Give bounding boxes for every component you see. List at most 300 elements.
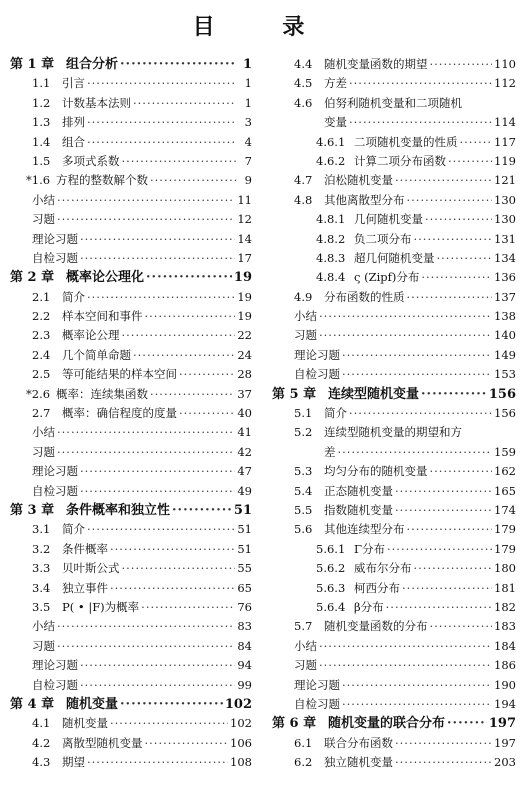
page-number: 131 — [494, 231, 516, 246]
toc-entry-misc — [272, 365, 516, 384]
page-number: 130 — [494, 192, 516, 207]
page-number: 51 — [233, 502, 252, 518]
dot-leader — [57, 443, 235, 462]
page-number: 140 — [494, 328, 516, 343]
toc-label: Γ分布 — [354, 541, 385, 556]
dot-leader — [342, 365, 492, 384]
page-number: 7 — [244, 153, 252, 168]
dot-leader — [87, 113, 236, 132]
page-number: 28 — [237, 367, 252, 382]
page-number: 112 — [494, 76, 516, 91]
toc-label: 连续型随机变量的期望和方 — [324, 425, 462, 440]
toc-number: 5.2 — [294, 425, 313, 440]
toc-entry-section — [10, 346, 252, 365]
toc-number: 2.7 — [32, 406, 51, 421]
page-number: 138 — [494, 309, 516, 324]
toc-entry-section — [10, 152, 252, 171]
toc-label: 简介 — [324, 406, 347, 421]
toc-label: 负二项分布 — [354, 231, 412, 246]
toc-label: 随机变量的联合分布 — [328, 716, 446, 732]
dot-leader — [407, 288, 493, 307]
page-number: 3 — [244, 115, 252, 130]
toc-number: 2.5 — [32, 367, 51, 382]
toc-entry-section — [272, 191, 516, 210]
toc-number: 第 3 章 — [10, 502, 55, 518]
toc-label: 等可能结果的样本空间 — [62, 367, 177, 382]
toc-number: 3.3 — [32, 561, 51, 576]
toc-label: 多项式系数 — [62, 153, 120, 168]
toc-number: *1.6 — [26, 173, 51, 188]
dot-leader — [448, 152, 492, 171]
page-number: 184 — [494, 638, 516, 653]
page-number: 130 — [494, 212, 516, 227]
toc-label: 其他连续型分布 — [324, 522, 405, 537]
toc-entry-chapter — [272, 714, 516, 733]
dot-leader — [150, 171, 236, 190]
page-number: 180 — [494, 561, 516, 576]
toc-label: 其他离散型分布 — [324, 192, 405, 207]
page-number: 186 — [494, 658, 516, 673]
page-number: 22 — [237, 328, 252, 343]
toc-number: 6.2 — [294, 755, 313, 770]
dot-leader — [447, 714, 487, 733]
page-number: 1 — [244, 76, 252, 91]
page-number: 197 — [494, 735, 516, 750]
toc-label: 概率：连续集函数 — [56, 386, 148, 401]
dot-leader — [342, 676, 492, 695]
toc-entry-misc — [10, 617, 252, 636]
dot-leader — [387, 540, 492, 559]
toc-entry-section — [272, 55, 516, 74]
toc-right-column — [272, 55, 516, 772]
toc-number: 4.3 — [32, 755, 51, 770]
dot-leader — [57, 210, 235, 229]
toc-number: 5.6.1 — [316, 541, 346, 556]
page-number: 183 — [494, 619, 516, 634]
toc-number: 5.1 — [294, 406, 313, 421]
dot-leader — [87, 133, 236, 152]
toc-label: 小结 — [294, 638, 317, 653]
toc-label: 几个简单命题 — [62, 347, 131, 362]
toc-label: 理论习题 — [32, 464, 78, 479]
dot-leader — [395, 753, 492, 772]
dot-leader — [110, 579, 235, 598]
page-number: 114 — [494, 115, 516, 130]
toc-label: 柯西分布 — [354, 580, 400, 595]
page-number: 106 — [230, 735, 252, 750]
page-number: 24 — [237, 347, 252, 362]
toc-label: 随机变量函数的期望 — [324, 57, 428, 71]
dot-leader — [80, 249, 235, 268]
toc-entry-misc — [272, 695, 516, 714]
toc-label: P( • |F)为概率 — [62, 599, 140, 614]
page-number: 42 — [237, 444, 252, 459]
toc-entry-section — [272, 482, 516, 501]
toc-label: 变量 — [324, 115, 347, 130]
page-number: 153 — [494, 367, 516, 382]
page-number: 11 — [237, 192, 252, 207]
dot-leader — [430, 55, 493, 74]
toc-label: 几何随机变量 — [354, 212, 423, 227]
toc-label: 计算二项分布函数 — [354, 153, 446, 168]
dot-leader — [57, 191, 235, 210]
toc-label: 理论习题 — [32, 231, 78, 246]
page-number: 94 — [237, 658, 252, 673]
toc-entry-misc — [10, 656, 252, 675]
dot-leader — [122, 152, 237, 171]
toc-label: 泊松随机变量 — [324, 173, 393, 188]
dot-leader — [87, 520, 235, 539]
toc-label: 连续型随机变量 — [328, 386, 420, 402]
toc-number: 4.4 — [294, 57, 313, 71]
toc-entry-section — [272, 171, 516, 190]
toc-number: 5.4 — [294, 483, 313, 498]
dot-leader — [179, 365, 235, 384]
page-number: 12 — [237, 212, 252, 227]
toc-label: 随机变量函数的分布 — [324, 619, 428, 634]
page-number: 137 — [494, 289, 516, 304]
page-number: 203 — [494, 755, 516, 770]
page-number: 165 — [494, 483, 516, 498]
dot-leader — [57, 423, 235, 442]
toc-number: 6.1 — [294, 735, 313, 750]
toc-entry-section — [10, 113, 252, 132]
toc-label: 小结 — [294, 309, 317, 324]
toc-left-column — [10, 55, 252, 772]
page-number: 55 — [237, 561, 252, 576]
toc-label: 概率论公理化 — [66, 270, 145, 286]
toc-label: 指数随机变量 — [324, 502, 393, 517]
dot-leader — [57, 617, 235, 636]
dot-leader — [349, 404, 492, 423]
dot-leader — [402, 579, 492, 598]
toc-entry-section — [10, 74, 252, 93]
toc-number: 1.3 — [32, 115, 51, 130]
dot-leader — [425, 210, 492, 229]
toc-number: 4.8 — [294, 192, 313, 207]
dot-leader — [120, 695, 223, 714]
dot-leader — [349, 113, 492, 132]
toc-entry-section-open — [272, 94, 516, 113]
toc-label: 样本空间和事件 — [62, 309, 143, 324]
toc-entry-subsection — [272, 152, 516, 171]
toc-entry-subsection — [272, 133, 516, 152]
toc-entry-misc — [10, 210, 252, 229]
toc-entry-section — [272, 404, 516, 423]
toc-entry-misc — [10, 482, 252, 501]
toc-entry-subsection — [272, 559, 516, 578]
toc-number: 3.5 — [32, 599, 51, 614]
toc-label: 条件概率和独立性 — [66, 502, 171, 518]
toc-label: 离散型随机变量 — [62, 735, 143, 750]
toc-entry-cont — [272, 443, 516, 462]
dot-leader — [414, 559, 493, 578]
dot-leader — [80, 230, 235, 249]
toc-entry-section — [272, 501, 516, 520]
toc-number: 5.7 — [294, 619, 313, 634]
toc-number: 5.6.3 — [316, 580, 346, 595]
toc-label: 习题 — [294, 658, 317, 673]
toc-number: 第 4 章 — [10, 696, 55, 712]
dot-leader — [133, 94, 236, 113]
page-number: 9 — [244, 173, 252, 188]
toc-label: 习题 — [32, 638, 55, 653]
dot-leader — [395, 171, 492, 190]
toc-entry-misc — [272, 637, 516, 656]
toc-entry-chapter — [10, 268, 252, 287]
toc-entry-subsection — [272, 230, 516, 249]
toc-number: 1.2 — [32, 95, 51, 110]
page-number: 37 — [237, 386, 252, 401]
dot-leader — [342, 346, 492, 365]
toc-entry-section — [272, 734, 516, 753]
toc-number: 3.4 — [32, 580, 51, 595]
dot-leader — [430, 462, 493, 481]
toc-entry-subsection — [272, 268, 516, 287]
toc-label: 正态随机变量 — [324, 483, 393, 498]
toc-number: 第 5 章 — [272, 386, 317, 402]
page-number: 83 — [237, 619, 252, 634]
toc-entry-misc — [272, 676, 516, 695]
toc-number: 1.4 — [32, 134, 51, 149]
toc-number: 5.5 — [294, 502, 313, 517]
toc-number: 1.1 — [32, 76, 51, 91]
dot-leader — [80, 656, 235, 675]
toc-entry-section — [10, 559, 252, 578]
dot-leader — [80, 482, 235, 501]
toc-label: 贝叶斯公式 — [62, 561, 120, 576]
page-title: 目 录 — [192, 14, 335, 40]
toc-entry-section — [272, 753, 516, 772]
toc-number: 5.6.2 — [316, 561, 346, 576]
toc-entry-section — [272, 74, 516, 93]
toc-label: 自检习题 — [32, 483, 78, 498]
dot-leader — [122, 559, 236, 578]
toc-label: 简介 — [62, 289, 85, 304]
dot-leader — [133, 346, 235, 365]
page-number: 194 — [494, 696, 516, 711]
toc-number: 2.4 — [32, 347, 51, 362]
dot-leader — [150, 385, 235, 404]
toc-number: *2.6 — [26, 386, 51, 401]
dot-leader — [414, 230, 493, 249]
toc-entry-section — [10, 171, 252, 190]
toc-entry-chapter — [10, 55, 252, 74]
toc-number: 4.8.1 — [316, 212, 346, 227]
dot-leader — [179, 404, 235, 423]
toc-number: 2.3 — [32, 328, 51, 343]
toc-entry-section — [272, 288, 516, 307]
dot-leader — [407, 520, 493, 539]
toc-label: 条件概率 — [62, 541, 108, 556]
toc-label: 差 — [324, 444, 336, 459]
toc-entry-section — [10, 133, 252, 152]
dot-leader — [80, 462, 235, 481]
toc-number: 4.2 — [32, 735, 51, 750]
toc-label: 组合 — [62, 134, 85, 149]
dot-leader — [141, 598, 235, 617]
toc-label: 威布尔分布 — [354, 561, 412, 576]
page-number: 134 — [494, 250, 516, 265]
page-number: 47 — [237, 464, 252, 479]
toc-number: 1.5 — [32, 153, 51, 168]
toc-label: 均匀分布的随机变量 — [324, 464, 428, 479]
toc-entry-cont — [272, 113, 516, 132]
toc-label: 自检习题 — [294, 367, 340, 382]
toc-label: 期望 — [62, 755, 85, 770]
page-number: 49 — [237, 483, 252, 498]
toc-label: 引言 — [62, 76, 85, 91]
toc-label: 超几何随机变量 — [354, 250, 435, 265]
dot-leader — [349, 74, 492, 93]
toc-number: 4.6.2 — [316, 153, 346, 168]
page-number: 19 — [237, 289, 252, 304]
toc-number: 5.6 — [294, 522, 313, 537]
page-number: 51 — [237, 522, 252, 537]
toc-label: 排列 — [62, 115, 85, 130]
toc-number: 5.6.4 — [316, 599, 346, 614]
toc-label: 习题 — [32, 212, 55, 227]
dot-leader — [110, 540, 235, 559]
page-number: 121 — [494, 173, 516, 188]
dot-leader — [120, 55, 236, 74]
page-number: 117 — [494, 134, 516, 149]
toc-entry-misc — [272, 346, 516, 365]
toc-entry-misc — [10, 462, 252, 481]
toc-entry-section-open — [272, 423, 516, 442]
toc-entry-section — [10, 404, 252, 423]
dot-leader — [319, 326, 492, 345]
toc-number: 4.6 — [294, 95, 313, 110]
page-number: 99 — [237, 677, 252, 692]
toc-label: 小结 — [32, 425, 55, 440]
toc-label: 随机变量 — [66, 696, 119, 712]
dot-leader — [342, 695, 492, 714]
toc-number: 第 1 章 — [10, 57, 55, 72]
toc-entry-misc — [10, 249, 252, 268]
page-number: 51 — [237, 541, 252, 556]
toc-entry-section — [10, 520, 252, 539]
toc-entry-misc — [10, 443, 252, 462]
page-number: 182 — [494, 599, 516, 614]
page-number: 40 — [237, 406, 252, 421]
page-number: 156 — [488, 386, 516, 402]
toc-label: 小结 — [32, 192, 55, 207]
toc-number: 第 6 章 — [272, 716, 317, 732]
toc-label: 习题 — [294, 328, 317, 343]
toc-entry-section — [10, 94, 252, 113]
dot-leader — [319, 637, 492, 656]
toc-entry-section — [10, 385, 252, 404]
toc-number: 第 2 章 — [10, 270, 55, 286]
toc-label: β分布 — [354, 599, 384, 614]
dot-leader — [57, 637, 235, 656]
dot-leader — [87, 74, 236, 93]
page-number: 17 — [237, 250, 252, 265]
toc-label: 方程的整数解个数 — [56, 173, 148, 188]
toc-label: 理论习题 — [32, 658, 78, 673]
dot-leader — [319, 656, 492, 675]
dot-leader — [460, 133, 493, 152]
dot-leader — [145, 734, 229, 753]
toc-label: ς (Zipf)分布 — [354, 270, 420, 285]
page-number: 4 — [244, 134, 252, 149]
dot-leader — [87, 288, 235, 307]
toc-entry-subsection — [272, 540, 516, 559]
toc-entry-section — [10, 540, 252, 559]
toc-number: 4.8.3 — [316, 250, 346, 265]
dot-leader — [395, 501, 492, 520]
toc-number: 4.1 — [32, 716, 51, 731]
page-number: 1 — [244, 95, 252, 110]
toc-entry-section — [272, 520, 516, 539]
page-number: 108 — [230, 755, 252, 770]
toc-entry-subsection — [272, 249, 516, 268]
toc-entry-misc — [272, 656, 516, 675]
page-number: 136 — [494, 270, 516, 285]
toc-entry-section — [10, 579, 252, 598]
page-number: 41 — [237, 425, 252, 440]
toc-label: 自检习题 — [32, 677, 78, 692]
toc-entry-chapter — [272, 385, 516, 404]
toc-entry-section — [10, 288, 252, 307]
toc-label: 随机变量 — [62, 716, 108, 731]
dot-leader — [145, 307, 236, 326]
dot-leader — [395, 482, 492, 501]
dot-leader — [146, 268, 232, 287]
page-number: 174 — [494, 502, 516, 517]
toc-entry-misc — [10, 191, 252, 210]
page-number: 181 — [494, 580, 516, 595]
toc-label: 伯努利随机变量和二项随机 — [324, 95, 462, 110]
toc-number: 5.3 — [294, 464, 313, 479]
toc-entry-section — [272, 462, 516, 481]
page-number: 190 — [494, 677, 516, 692]
page-number: 14 — [237, 231, 252, 246]
page-number: 159 — [494, 444, 516, 459]
dot-leader — [172, 501, 232, 520]
toc-entry-subsection — [272, 598, 516, 617]
page-number: 197 — [488, 716, 516, 732]
toc-entry-misc — [10, 230, 252, 249]
toc-entry-section — [10, 734, 252, 753]
dot-leader — [437, 249, 493, 268]
toc-label: 计数基本法则 — [62, 95, 131, 110]
page-number: 84 — [237, 638, 252, 653]
toc-number: 3.1 — [32, 522, 51, 537]
dot-leader — [87, 753, 228, 772]
dot-leader — [430, 617, 493, 636]
page-number: 179 — [494, 541, 516, 556]
toc-label: 自检习题 — [32, 250, 78, 265]
page-number: 162 — [494, 464, 516, 479]
toc-label: 方差 — [324, 76, 347, 91]
toc-number: 4.9 — [294, 289, 313, 304]
toc-label: 组合分析 — [66, 57, 119, 72]
dot-leader — [395, 734, 492, 753]
toc-label: 习题 — [32, 444, 55, 459]
toc-entry-section — [10, 598, 252, 617]
toc-entry-section — [272, 617, 516, 636]
page-number: 19 — [237, 309, 252, 324]
page-number: 76 — [237, 599, 252, 614]
page-number: 110 — [494, 57, 516, 71]
page-number: 19 — [233, 270, 252, 286]
toc-entry-section — [10, 753, 252, 772]
toc-label: 自检习题 — [294, 696, 340, 711]
dot-leader — [319, 307, 492, 326]
toc-entry-section — [10, 307, 252, 326]
